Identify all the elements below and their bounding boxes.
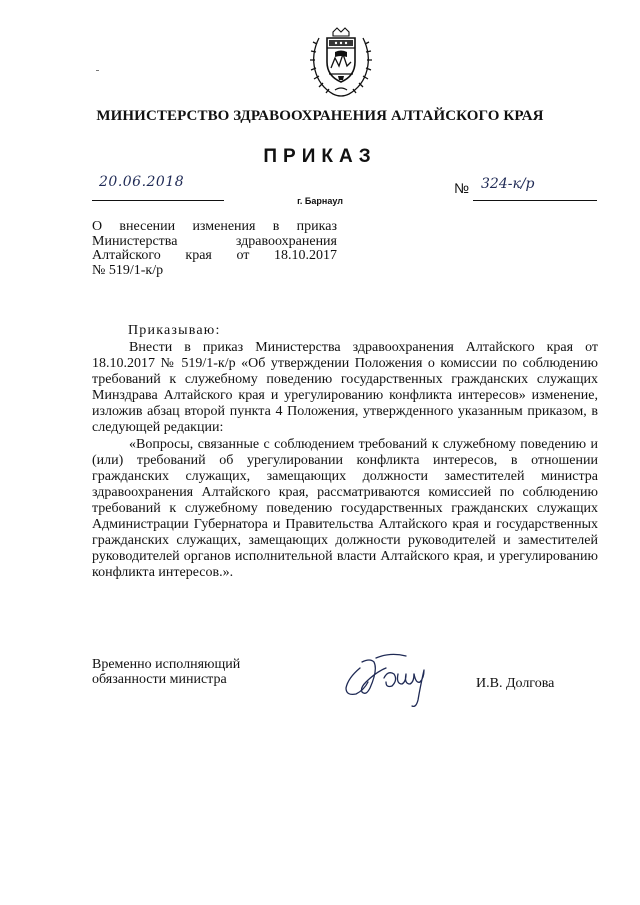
subject-line: Министерства здравоохранения [92, 233, 337, 249]
signatory-title-line: обязанности министра [92, 672, 227, 687]
ministry-name: МИНИСТЕРСТВО ЗДРАВООХРАНЕНИЯ АЛТАЙСКОГО КРАЯ [96, 108, 544, 124]
document-type-title: ПРИКАЗ [263, 146, 377, 167]
handwritten-signature [340, 648, 440, 712]
order-number-label: № [454, 180, 470, 196]
order-body [92, 340, 598, 581]
signatory-name: И.В. Долгова [476, 676, 555, 691]
order-directive-word: Приказываю: [128, 323, 221, 338]
subject-line: № 519/1-к/р [92, 262, 164, 278]
signatory-title-line: Временно исполняющий [92, 657, 241, 672]
margin-mark [96, 70, 99, 71]
altai-coat-of-arms-emblem [305, 24, 377, 102]
subject-line: Алтайского края от 18.10.2017 [92, 248, 337, 263]
subject-line: О внесении изменения в приказ [92, 219, 337, 234]
body-paragraph: «Вопросы, связанные с соблюдением требований к служебному поведению и (или) требований об урегулировании конфликта интересов, в отношении гражданских служащих, замещающих должности заместителей министра здравоохранения Алтайского края, рассматриваются комиссией по соблюдению требований к служебному поведению государственных гражданских служащих Администрации Губернатора и Правительства Алтайского края и государственных гражданских служащих, замещающих должности руководителей и заместителей руководителей органов исполнительной власти Алтайского края, и урегулированию конфликта интересов.». [92, 436, 598, 581]
signatory-title [92, 657, 240, 687]
city-name: г. Барнаул [297, 196, 343, 206]
order-number: 324-к/р [481, 176, 535, 192]
body-paragraph: Внести в приказ Министерства здравоохранения Алтайского края от 18.10.2017 № 519/1-к/р «Об утверждении Положения о комиссии по соблюдению требований к служебному поведению государственных гражданских служащих Минздрава Алтайского края и урегулированию конфликта интересов» изменение, изложив абзац второй пункта 4 Положения, утвержденного указанным приказом, в следующей редакции: [92, 340, 598, 436]
order-date: 20.06.2018 [99, 174, 185, 190]
order-subject [92, 220, 337, 278]
